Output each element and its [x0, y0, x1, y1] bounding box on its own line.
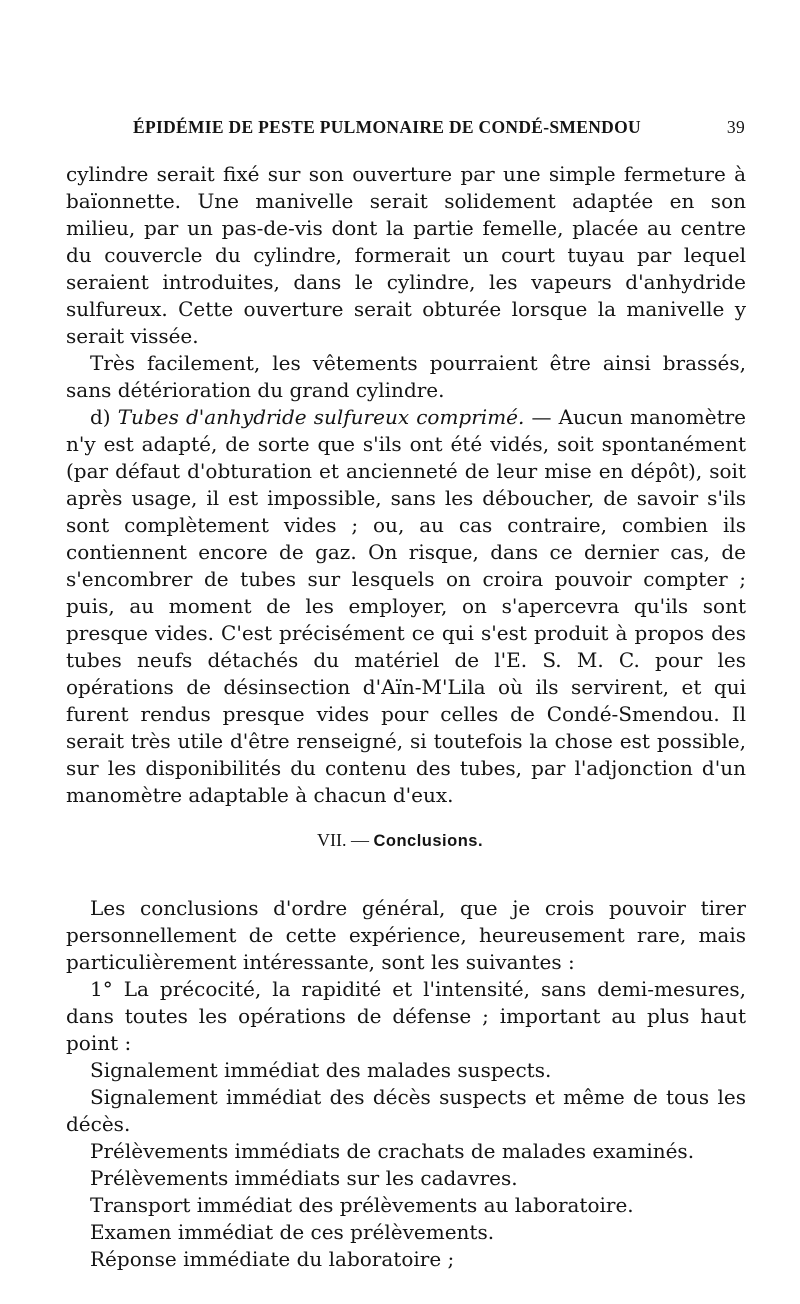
page-number: 39 — [726, 117, 745, 137]
list-item: Prélèvements immédiats sur les cadavres. — [90, 1166, 518, 1190]
paragraph-cylinder: cylindre serait fixé sur son ouverture par une simple fermeture à baïonnette. Une manivelle serait solidement adaptée en son milieu, par un pas-de-vis dont la partie femelle, placée au centre du couvercle du cylindre, formerait un court tuyau par lequel seraient introduites, dans le cylindre, les vapeurs d'anhydride sulfureux. Cette ouverture serait obturée lorsque la manivelle y serait vissée. — [66, 162, 746, 348]
body-text-bottom — [66, 895, 746, 1273]
section-number: VII. — — [316, 830, 369, 850]
list-item: Examen immédiat de ces prélèvements. — [90, 1220, 495, 1244]
list-item: Prélèvements immédiats de crachats de malades examinés. — [90, 1139, 695, 1163]
item-label: d) — [90, 405, 118, 429]
section-title: Conclusions. — [373, 832, 484, 850]
tubes-heading: Tubes d'anhydride sulfureux comprimé. — [117, 405, 525, 429]
list-item: Signalement immédiat des malades suspects. — [90, 1058, 552, 1082]
list-item: Signalement immédiat des décès suspects et même de tous les décès. — [66, 1085, 746, 1136]
conclusion-point-1: 1° La précocité, la rapidité et l'intensité, sans demi-mesures, dans toutes les opérations de défense ; important au plus haut point : — [66, 977, 746, 1055]
paragraph-tubes — [66, 404, 746, 809]
body-text-top — [66, 161, 746, 809]
paragraph-vetements: Très facilement, les vêtements pourraient être ainsi brassés, sans détérioration du grand cylindre. — [66, 351, 746, 402]
conclusions-intro: Les conclusions d'ordre général, que je crois pouvoir tirer personnellement de cette expérience, heureusement rare, mais particulièrement intéressante, sont les suivantes : — [66, 896, 746, 974]
list-item: Transport immédiat des prélèvements au laboratoire. — [90, 1193, 634, 1217]
section-heading — [0, 830, 800, 851]
tubes-text: — Aucun manomètre n'y est adapté, de sorte que s'ils ont été vidés, soit spontanément (par défaut d'obturation et ancienneté de leur mise en dépôt), soit après usage, il est impossible, sans les déboucher, de savoir s'ils sont complètement vides ; ou, au cas contraire, combien ils contiennent encore de gaz. On risque, dans ce dernier cas, de s'encombrer de tubes sur lesquels on croira pouvoir compter ; puis, au moment de les employer, on s'apercevra qu'ils sont presque vides. C'est précisément ce qui s'est produit à propos des tubes neufs détachés du matériel de l'E. S. M. C. pour les opérations de désinsection d'Aïn-M'Lila où ils servirent, et qui furent rendus presque vides pour celles de Condé-Smendou. Il serait très utile d'être renseigné, si toutefois la chose est possible, sur les disponibilités du contenu des tubes, par l'adjonction d'un manomètre adaptable à chacun d'eux. — [66, 405, 747, 807]
list-item: Réponse immédiate du laboratoire ; — [90, 1247, 455, 1271]
running-title: ÉPIDÉMIE DE PESTE PULMONAIRE DE CONDÉ-SMENDOU — [133, 117, 641, 137]
running-head — [133, 117, 745, 141]
